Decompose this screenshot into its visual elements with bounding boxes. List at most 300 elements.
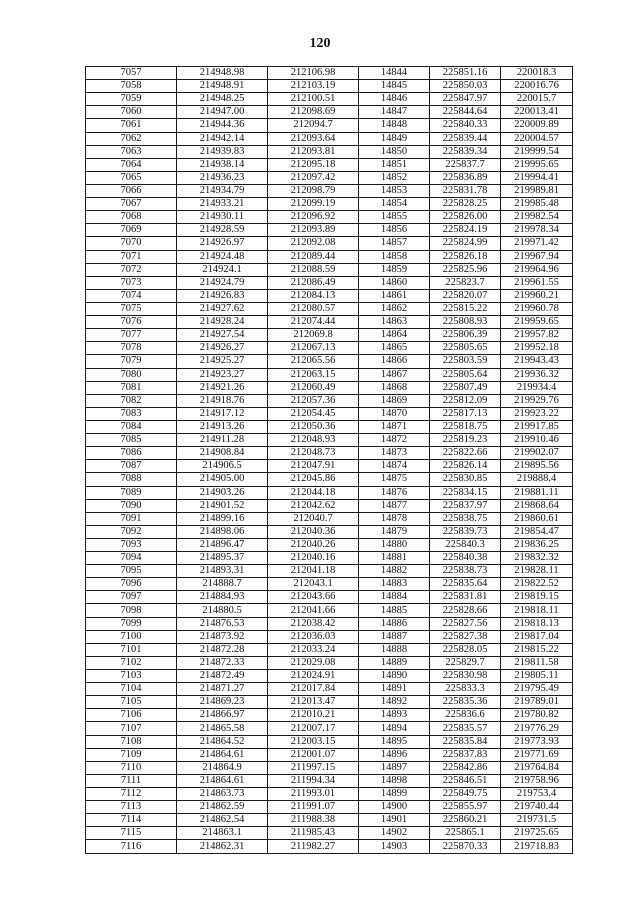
point-number-right-cell: 14860 xyxy=(359,276,430,289)
x-coordinate-left-cell: 214901.52 xyxy=(177,499,268,512)
table-row xyxy=(86,119,573,132)
point-number-left-cell: 7063 xyxy=(86,145,177,158)
x-coordinate-left-cell: 214948.25 xyxy=(177,93,268,106)
table-row xyxy=(86,420,573,433)
y-coordinate-left-cell: 212057.36 xyxy=(268,394,359,407)
y-coordinate-right-cell: 219815.22 xyxy=(501,643,573,656)
y-coordinate-left-cell: 212065.56 xyxy=(268,355,359,368)
x-coordinate-left-cell: 214947.00 xyxy=(177,106,268,119)
x-coordinate-right-cell: 225840.38 xyxy=(430,552,501,565)
point-number-right-cell: 14874 xyxy=(359,460,430,473)
y-coordinate-right-cell: 219978.34 xyxy=(501,224,573,237)
y-coordinate-right-cell: 220004.57 xyxy=(501,132,573,145)
point-number-left-cell: 7110 xyxy=(86,761,177,774)
y-coordinate-left-cell: 211993.01 xyxy=(268,788,359,801)
point-number-left-cell: 7101 xyxy=(86,643,177,656)
y-coordinate-right-cell: 219868.64 xyxy=(501,499,573,512)
y-coordinate-right-cell: 219952.18 xyxy=(501,342,573,355)
y-coordinate-left-cell: 212048.73 xyxy=(268,447,359,460)
point-number-right-cell: 14844 xyxy=(359,67,430,80)
y-coordinate-left-cell: 212040.26 xyxy=(268,538,359,551)
x-coordinate-right-cell: 225826.14 xyxy=(430,460,501,473)
y-coordinate-left-cell: 212036.03 xyxy=(268,630,359,643)
point-number-right-cell: 14890 xyxy=(359,670,430,683)
point-number-left-cell: 7094 xyxy=(86,552,177,565)
table-row xyxy=(86,709,573,722)
y-coordinate-right-cell: 219753.4 xyxy=(501,788,573,801)
table-row xyxy=(86,198,573,211)
y-coordinate-left-cell: 212048.93 xyxy=(268,434,359,447)
x-coordinate-right-cell: 225835.84 xyxy=(430,735,501,748)
point-number-left-cell: 7099 xyxy=(86,617,177,630)
point-number-right-cell: 14894 xyxy=(359,722,430,735)
y-coordinate-right-cell: 219910.46 xyxy=(501,434,573,447)
x-coordinate-right-cell: 225850.03 xyxy=(430,80,501,93)
x-coordinate-right-cell: 225836.6 xyxy=(430,709,501,722)
x-coordinate-left-cell: 214884.93 xyxy=(177,591,268,604)
y-coordinate-right-cell: 220009.89 xyxy=(501,119,573,132)
x-coordinate-left-cell: 214927.62 xyxy=(177,302,268,315)
point-number-left-cell: 7069 xyxy=(86,224,177,237)
y-coordinate-left-cell: 212054.45 xyxy=(268,407,359,420)
x-coordinate-right-cell: 225838.75 xyxy=(430,512,501,525)
x-coordinate-right-cell: 225833.3 xyxy=(430,683,501,696)
table-row xyxy=(86,670,573,683)
table-row xyxy=(86,578,573,591)
table-row xyxy=(86,447,573,460)
x-coordinate-left-cell: 214864.9 xyxy=(177,761,268,774)
table-row xyxy=(86,355,573,368)
point-number-right-cell: 14868 xyxy=(359,381,430,394)
point-number-left-cell: 7114 xyxy=(86,814,177,827)
x-coordinate-left-cell: 214933.21 xyxy=(177,198,268,211)
x-coordinate-right-cell: 225830.98 xyxy=(430,670,501,683)
y-coordinate-right-cell: 219822.52 xyxy=(501,578,573,591)
x-coordinate-right-cell: 225835.64 xyxy=(430,578,501,591)
point-number-right-cell: 14858 xyxy=(359,250,430,263)
y-coordinate-right-cell: 219960.21 xyxy=(501,289,573,302)
table-row xyxy=(86,722,573,735)
point-number-right-cell: 14892 xyxy=(359,696,430,709)
y-coordinate-left-cell: 212017.84 xyxy=(268,683,359,696)
point-number-left-cell: 7070 xyxy=(86,237,177,250)
point-number-right-cell: 14897 xyxy=(359,761,430,774)
x-coordinate-left-cell: 214921.26 xyxy=(177,381,268,394)
table-row xyxy=(86,342,573,355)
y-coordinate-left-cell: 212041.66 xyxy=(268,604,359,617)
y-coordinate-right-cell: 219832.32 xyxy=(501,552,573,565)
point-number-left-cell: 7084 xyxy=(86,420,177,433)
point-number-right-cell: 14848 xyxy=(359,119,430,132)
point-number-right-cell: 14887 xyxy=(359,630,430,643)
point-number-right-cell: 14885 xyxy=(359,604,430,617)
y-coordinate-left-cell: 212097.42 xyxy=(268,171,359,184)
x-coordinate-right-cell: 225840.3 xyxy=(430,538,501,551)
point-number-left-cell: 7112 xyxy=(86,788,177,801)
x-coordinate-left-cell: 214927.54 xyxy=(177,329,268,342)
y-coordinate-right-cell: 219789.01 xyxy=(501,696,573,709)
x-coordinate-left-cell: 214869.23 xyxy=(177,696,268,709)
y-coordinate-left-cell: 212040.7 xyxy=(268,512,359,525)
table-row xyxy=(86,761,573,774)
x-coordinate-left-cell: 214863.73 xyxy=(177,788,268,801)
point-number-left-cell: 7093 xyxy=(86,538,177,551)
table-row xyxy=(86,656,573,669)
y-coordinate-left-cell: 212047.91 xyxy=(268,460,359,473)
y-coordinate-left-cell: 212010.21 xyxy=(268,709,359,722)
x-coordinate-left-cell: 214911.28 xyxy=(177,434,268,447)
y-coordinate-right-cell: 219836.25 xyxy=(501,538,573,551)
table-row xyxy=(86,748,573,761)
x-coordinate-left-cell: 214862.59 xyxy=(177,801,268,814)
x-coordinate-left-cell: 214917.12 xyxy=(177,407,268,420)
x-coordinate-right-cell: 225817.13 xyxy=(430,407,501,420)
y-coordinate-left-cell: 212043.1 xyxy=(268,578,359,591)
point-number-left-cell: 7074 xyxy=(86,289,177,302)
point-number-left-cell: 7081 xyxy=(86,381,177,394)
table-row xyxy=(86,302,573,315)
x-coordinate-right-cell: 225805.65 xyxy=(430,342,501,355)
x-coordinate-left-cell: 214872.28 xyxy=(177,643,268,656)
point-number-right-cell: 14847 xyxy=(359,106,430,119)
x-coordinate-left-cell: 214863.1 xyxy=(177,827,268,840)
y-coordinate-right-cell: 220015.7 xyxy=(501,93,573,106)
x-coordinate-right-cell: 225828.25 xyxy=(430,198,501,211)
y-coordinate-right-cell: 219943.43 xyxy=(501,355,573,368)
y-coordinate-left-cell: 212041.18 xyxy=(268,565,359,578)
point-number-right-cell: 14902 xyxy=(359,827,430,840)
point-number-right-cell: 14845 xyxy=(359,80,430,93)
y-coordinate-right-cell: 220018.3 xyxy=(501,67,573,80)
point-number-left-cell: 7086 xyxy=(86,447,177,460)
y-coordinate-left-cell: 212080.57 xyxy=(268,302,359,315)
x-coordinate-left-cell: 214876.53 xyxy=(177,617,268,630)
point-number-right-cell: 14865 xyxy=(359,342,430,355)
y-coordinate-right-cell: 219881.11 xyxy=(501,486,573,499)
point-number-right-cell: 14901 xyxy=(359,814,430,827)
x-coordinate-left-cell: 214924.79 xyxy=(177,276,268,289)
x-coordinate-right-cell: 225824.19 xyxy=(430,224,501,237)
x-coordinate-left-cell: 214944.36 xyxy=(177,119,268,132)
y-coordinate-right-cell: 220013.41 xyxy=(501,106,573,119)
table-row xyxy=(86,617,573,630)
table-row xyxy=(86,80,573,93)
y-coordinate-right-cell: 219764.84 xyxy=(501,761,573,774)
point-number-left-cell: 7107 xyxy=(86,722,177,735)
x-coordinate-right-cell: 225808.93 xyxy=(430,316,501,329)
table-row xyxy=(86,237,573,250)
x-coordinate-right-cell: 225826.00 xyxy=(430,211,501,224)
table-row xyxy=(86,381,573,394)
y-coordinate-left-cell: 212100.51 xyxy=(268,93,359,106)
y-coordinate-right-cell: 219817.04 xyxy=(501,630,573,643)
table-row xyxy=(86,434,573,447)
table-row xyxy=(86,211,573,224)
y-coordinate-left-cell: 212094.7 xyxy=(268,119,359,132)
y-coordinate-left-cell: 212069.8 xyxy=(268,329,359,342)
y-coordinate-left-cell: 212086.49 xyxy=(268,276,359,289)
x-coordinate-right-cell: 225865.1 xyxy=(430,827,501,840)
x-coordinate-left-cell: 214928.59 xyxy=(177,224,268,237)
x-coordinate-right-cell: 225827.56 xyxy=(430,617,501,630)
x-coordinate-right-cell: 225824.99 xyxy=(430,237,501,250)
table-row xyxy=(86,696,573,709)
point-number-left-cell: 7113 xyxy=(86,801,177,814)
y-coordinate-left-cell: 212093.89 xyxy=(268,224,359,237)
x-coordinate-left-cell: 214934.79 xyxy=(177,184,268,197)
point-number-right-cell: 14864 xyxy=(359,329,430,342)
y-coordinate-left-cell: 212040.16 xyxy=(268,552,359,565)
point-number-left-cell: 7064 xyxy=(86,158,177,171)
table-row xyxy=(86,814,573,827)
x-coordinate-left-cell: 214888.7 xyxy=(177,578,268,591)
table-row xyxy=(86,630,573,643)
point-number-left-cell: 7079 xyxy=(86,355,177,368)
x-coordinate-left-cell: 214866.97 xyxy=(177,709,268,722)
y-coordinate-left-cell: 212088.59 xyxy=(268,263,359,276)
y-coordinate-right-cell: 219811.58 xyxy=(501,656,573,669)
x-coordinate-right-cell: 225831.81 xyxy=(430,591,501,604)
y-coordinate-right-cell: 219818.13 xyxy=(501,617,573,630)
y-coordinate-left-cell: 212093.81 xyxy=(268,145,359,158)
x-coordinate-right-cell: 225849.75 xyxy=(430,788,501,801)
point-number-right-cell: 14895 xyxy=(359,735,430,748)
y-coordinate-right-cell: 219818.11 xyxy=(501,604,573,617)
point-number-right-cell: 14861 xyxy=(359,289,430,302)
y-coordinate-left-cell: 211982.27 xyxy=(268,840,359,853)
point-number-right-cell: 14881 xyxy=(359,552,430,565)
table-row xyxy=(86,552,573,565)
y-coordinate-right-cell: 219740.44 xyxy=(501,801,573,814)
table-row xyxy=(86,106,573,119)
point-number-right-cell: 14857 xyxy=(359,237,430,250)
x-coordinate-right-cell: 225851.16 xyxy=(430,67,501,80)
y-coordinate-left-cell: 212074.44 xyxy=(268,316,359,329)
point-number-left-cell: 7057 xyxy=(86,67,177,80)
y-coordinate-right-cell: 220016.76 xyxy=(501,80,573,93)
point-number-left-cell: 7106 xyxy=(86,709,177,722)
point-number-left-cell: 7078 xyxy=(86,342,177,355)
table-row xyxy=(86,93,573,106)
point-number-right-cell: 14876 xyxy=(359,486,430,499)
point-number-left-cell: 7096 xyxy=(86,578,177,591)
point-number-right-cell: 14866 xyxy=(359,355,430,368)
x-coordinate-left-cell: 214865.58 xyxy=(177,722,268,735)
table-row xyxy=(86,145,573,158)
y-coordinate-right-cell: 219860.61 xyxy=(501,512,573,525)
y-coordinate-left-cell: 212038.42 xyxy=(268,617,359,630)
table-row xyxy=(86,683,573,696)
x-coordinate-right-cell: 225828.05 xyxy=(430,643,501,656)
y-coordinate-left-cell: 212098.69 xyxy=(268,106,359,119)
point-number-left-cell: 7109 xyxy=(86,748,177,761)
table-row xyxy=(86,407,573,420)
x-coordinate-left-cell: 214948.98 xyxy=(177,67,268,80)
x-coordinate-right-cell: 225839.34 xyxy=(430,145,501,158)
point-number-right-cell: 14880 xyxy=(359,538,430,551)
point-number-right-cell: 14872 xyxy=(359,434,430,447)
x-coordinate-left-cell: 214924.1 xyxy=(177,263,268,276)
y-coordinate-right-cell: 219773.93 xyxy=(501,735,573,748)
x-coordinate-right-cell: 225860.21 xyxy=(430,814,501,827)
point-number-left-cell: 7080 xyxy=(86,368,177,381)
y-coordinate-right-cell: 219776.29 xyxy=(501,722,573,735)
y-coordinate-left-cell: 212063.15 xyxy=(268,368,359,381)
x-coordinate-right-cell: 225805.64 xyxy=(430,368,501,381)
y-coordinate-left-cell: 212092.08 xyxy=(268,237,359,250)
x-coordinate-left-cell: 214913.26 xyxy=(177,420,268,433)
x-coordinate-right-cell: 225830.85 xyxy=(430,473,501,486)
x-coordinate-left-cell: 214925.27 xyxy=(177,355,268,368)
point-number-left-cell: 7072 xyxy=(86,263,177,276)
table-row xyxy=(86,250,573,263)
y-coordinate-right-cell: 219895.56 xyxy=(501,460,573,473)
y-coordinate-left-cell: 212042.62 xyxy=(268,499,359,512)
x-coordinate-right-cell: 225842.86 xyxy=(430,761,501,774)
point-number-right-cell: 14883 xyxy=(359,578,430,591)
x-coordinate-right-cell: 225823.7 xyxy=(430,276,501,289)
x-coordinate-right-cell: 225815.22 xyxy=(430,302,501,315)
table-row xyxy=(86,460,573,473)
point-number-right-cell: 14856 xyxy=(359,224,430,237)
table-row xyxy=(86,263,573,276)
coordinates-table xyxy=(85,66,573,854)
point-number-right-cell: 14882 xyxy=(359,565,430,578)
x-coordinate-right-cell: 225837.83 xyxy=(430,748,501,761)
point-number-left-cell: 7095 xyxy=(86,565,177,578)
table-row xyxy=(86,827,573,840)
y-coordinate-left-cell: 212044.18 xyxy=(268,486,359,499)
table-row xyxy=(86,276,573,289)
point-number-left-cell: 7115 xyxy=(86,827,177,840)
table-row xyxy=(86,132,573,145)
point-number-right-cell: 14875 xyxy=(359,473,430,486)
y-coordinate-right-cell: 219758.96 xyxy=(501,774,573,787)
x-coordinate-right-cell: 225818.75 xyxy=(430,420,501,433)
y-coordinate-left-cell: 212067.13 xyxy=(268,342,359,355)
x-coordinate-left-cell: 214862.54 xyxy=(177,814,268,827)
x-coordinate-right-cell: 225844.64 xyxy=(430,106,501,119)
x-coordinate-right-cell: 225834.15 xyxy=(430,486,501,499)
point-number-left-cell: 7058 xyxy=(86,80,177,93)
y-coordinate-right-cell: 219725.65 xyxy=(501,827,573,840)
x-coordinate-left-cell: 214948.91 xyxy=(177,80,268,93)
y-coordinate-right-cell: 219999.54 xyxy=(501,145,573,158)
x-coordinate-left-cell: 214942.14 xyxy=(177,132,268,145)
page-number: 120 xyxy=(309,36,331,51)
y-coordinate-right-cell: 219961.55 xyxy=(501,276,573,289)
point-number-right-cell: 14879 xyxy=(359,525,430,538)
y-coordinate-left-cell: 212060.49 xyxy=(268,381,359,394)
y-coordinate-left-cell: 212103.19 xyxy=(268,80,359,93)
point-number-right-cell: 14884 xyxy=(359,591,430,604)
x-coordinate-left-cell: 214880.5 xyxy=(177,604,268,617)
point-number-left-cell: 7073 xyxy=(86,276,177,289)
y-coordinate-left-cell: 211988.38 xyxy=(268,814,359,827)
y-coordinate-right-cell: 219718.83 xyxy=(501,840,573,853)
table-row xyxy=(86,171,573,184)
y-coordinate-right-cell: 219828.11 xyxy=(501,565,573,578)
table-row xyxy=(86,224,573,237)
point-number-left-cell: 7059 xyxy=(86,93,177,106)
x-coordinate-right-cell: 225870.33 xyxy=(430,840,501,853)
x-coordinate-left-cell: 214864.61 xyxy=(177,774,268,787)
y-coordinate-left-cell: 212003.15 xyxy=(268,735,359,748)
x-coordinate-left-cell: 214903.26 xyxy=(177,486,268,499)
point-number-right-cell: 14870 xyxy=(359,407,430,420)
y-coordinate-left-cell: 212001.07 xyxy=(268,748,359,761)
point-number-left-cell: 7075 xyxy=(86,302,177,315)
table-row xyxy=(86,289,573,302)
y-coordinate-right-cell: 219957.82 xyxy=(501,329,573,342)
y-coordinate-left-cell: 212096.92 xyxy=(268,211,359,224)
x-coordinate-left-cell: 214895.37 xyxy=(177,552,268,565)
x-coordinate-left-cell: 214926.27 xyxy=(177,342,268,355)
x-coordinate-right-cell: 225837.7 xyxy=(430,158,501,171)
x-coordinate-right-cell: 225828.66 xyxy=(430,604,501,617)
x-coordinate-right-cell: 225839.44 xyxy=(430,132,501,145)
y-coordinate-left-cell: 212024.91 xyxy=(268,670,359,683)
table-row xyxy=(86,565,573,578)
point-number-left-cell: 7085 xyxy=(86,434,177,447)
x-coordinate-left-cell: 214930.11 xyxy=(177,211,268,224)
x-coordinate-right-cell: 225819.23 xyxy=(430,434,501,447)
x-coordinate-right-cell: 225829.7 xyxy=(430,656,501,669)
point-number-left-cell: 7087 xyxy=(86,460,177,473)
y-coordinate-left-cell: 212089.44 xyxy=(268,250,359,263)
x-coordinate-left-cell: 214926.83 xyxy=(177,289,268,302)
x-coordinate-left-cell: 214864.61 xyxy=(177,748,268,761)
y-coordinate-right-cell: 219982.54 xyxy=(501,211,573,224)
table-row xyxy=(86,67,573,80)
x-coordinate-left-cell: 214899.16 xyxy=(177,512,268,525)
x-coordinate-right-cell: 225835.57 xyxy=(430,722,501,735)
point-number-right-cell: 14899 xyxy=(359,788,430,801)
point-number-right-cell: 14903 xyxy=(359,840,430,853)
x-coordinate-right-cell: 225812.09 xyxy=(430,394,501,407)
point-number-left-cell: 7091 xyxy=(86,512,177,525)
point-number-left-cell: 7076 xyxy=(86,316,177,329)
y-coordinate-right-cell: 219819.15 xyxy=(501,591,573,604)
table-row xyxy=(86,158,573,171)
point-number-right-cell: 14859 xyxy=(359,263,430,276)
y-coordinate-left-cell: 212043.66 xyxy=(268,591,359,604)
y-coordinate-left-cell: 212040.36 xyxy=(268,525,359,538)
x-coordinate-left-cell: 214936.23 xyxy=(177,171,268,184)
y-coordinate-right-cell: 219995.65 xyxy=(501,158,573,171)
y-coordinate-right-cell: 219771.69 xyxy=(501,748,573,761)
point-number-left-cell: 7098 xyxy=(86,604,177,617)
y-coordinate-left-cell: 211985.43 xyxy=(268,827,359,840)
table-row xyxy=(86,316,573,329)
y-coordinate-right-cell: 219959.65 xyxy=(501,316,573,329)
y-coordinate-left-cell: 212093.64 xyxy=(268,132,359,145)
y-coordinate-left-cell: 212050.36 xyxy=(268,420,359,433)
point-number-right-cell: 14852 xyxy=(359,171,430,184)
y-coordinate-right-cell: 219964.96 xyxy=(501,263,573,276)
y-coordinate-right-cell: 219780.82 xyxy=(501,709,573,722)
point-number-right-cell: 14846 xyxy=(359,93,430,106)
point-number-left-cell: 7068 xyxy=(86,211,177,224)
x-coordinate-right-cell: 225807.49 xyxy=(430,381,501,394)
point-number-right-cell: 14898 xyxy=(359,774,430,787)
y-coordinate-right-cell: 219967.94 xyxy=(501,250,573,263)
point-number-left-cell: 7065 xyxy=(86,171,177,184)
table-row xyxy=(86,525,573,538)
table-row xyxy=(86,499,573,512)
y-coordinate-left-cell: 212098.79 xyxy=(268,184,359,197)
x-coordinate-right-cell: 225803.59 xyxy=(430,355,501,368)
